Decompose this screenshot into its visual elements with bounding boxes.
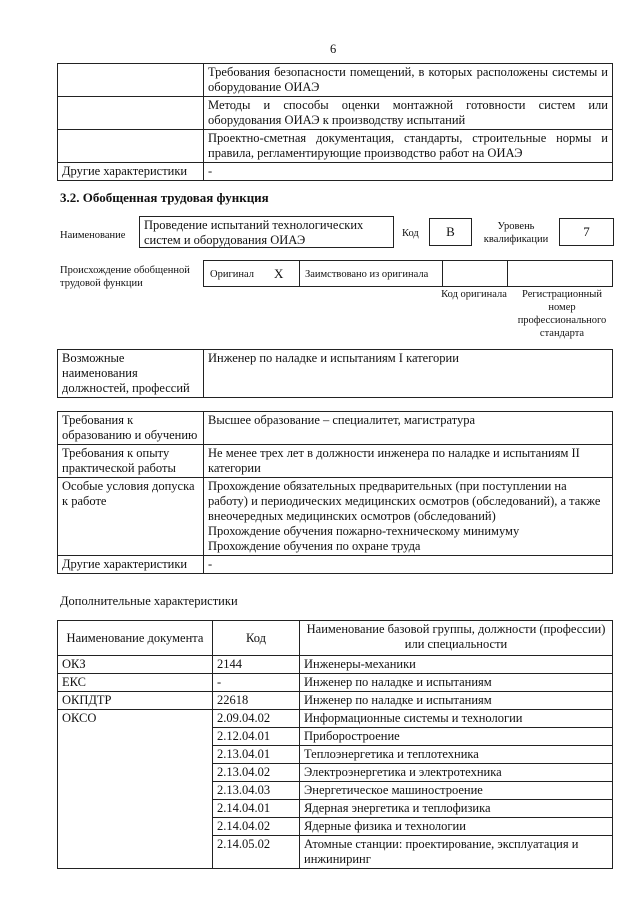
name-cell: Инженер по наладке и испытаниям <box>300 674 613 692</box>
table-row <box>58 97 613 130</box>
divider <box>442 261 443 286</box>
table-row <box>58 710 613 728</box>
doc-cell: ОКСО <box>58 710 213 869</box>
code-cell: 2.13.04.03 <box>213 782 300 800</box>
level-label: Уровень квалификации <box>483 221 549 245</box>
reg-caption: Регистрационный номер профессионального стандарта <box>517 289 607 339</box>
knowledge-table <box>57 63 613 181</box>
divider <box>507 261 508 286</box>
name-cell: Электроэнергетика и электротехника <box>300 764 613 782</box>
code-cell: 2.13.04.02 <box>213 764 300 782</box>
name-cell: Ядерная энергетика и теплофизика <box>300 800 613 818</box>
level-value: 7 <box>559 218 614 246</box>
req-label: Другие характеристики <box>58 556 204 574</box>
req-label: Особые условия допуска к работе <box>58 478 204 556</box>
table-row <box>58 656 613 674</box>
code-cell: 2.09.04.02 <box>213 710 300 728</box>
requirements-table <box>57 411 613 574</box>
origin-box <box>203 260 613 287</box>
table-row <box>58 556 613 574</box>
positions-value: Инженер по наладке и испытаниям I категории <box>204 350 613 398</box>
page-number: 6 <box>330 42 337 56</box>
original-mark: X <box>274 266 284 281</box>
name-label: Наименование <box>60 230 126 241</box>
table-row <box>58 163 613 181</box>
name-cell: Атомные станции: проектирование, эксплуатация и инжиниринг <box>300 836 613 869</box>
table-row <box>58 64 613 97</box>
table-row <box>58 674 613 692</box>
table-row <box>58 130 613 163</box>
code-cell: 2.14.04.01 <box>213 800 300 818</box>
table-header-row <box>58 621 613 656</box>
header-doc: Наименование документа <box>58 621 213 656</box>
section-title: 3.2. Обобщенная трудовая функция <box>60 190 269 205</box>
other-value: - <box>204 163 613 181</box>
code-cell: 2.12.04.01 <box>213 728 300 746</box>
positions-label: Возможные наименования должностей, профессий <box>58 350 204 398</box>
req-value: - <box>204 556 613 574</box>
code-cell: 2144 <box>213 656 300 674</box>
name-cell: Инженер по наладке и испытаниям <box>300 692 613 710</box>
req-label: Требования к опыту практической работы <box>58 445 204 478</box>
other-label: Другие характеристики <box>58 163 204 181</box>
divider <box>299 261 300 286</box>
code-caption: Код оригинала <box>441 289 507 300</box>
additional-title: Дополнительные характеристики <box>60 594 238 608</box>
table-cell: Проектно-сметная документация, стандарты, строительные нормы и правила, регламентирующие производство работ на ОИАЭ <box>204 130 613 163</box>
header-code: Код <box>213 621 300 656</box>
code-cell: 2.13.04.01 <box>213 746 300 764</box>
req-value: Не менее трех лет в должности инженера по наладке и испытаниям II категории <box>204 445 613 478</box>
doc-cell: ОКЗ <box>58 656 213 674</box>
doc-cell: ОКПДТР <box>58 692 213 710</box>
name-cell: Информационные системы и технологии <box>300 710 613 728</box>
borrowed-label: Заимствовано из оригинала <box>305 269 429 280</box>
req-value: Высшее образование – специалитет, магистратура <box>204 412 613 445</box>
table-cell: Требования безопасности помещений, в которых расположены системы и оборудование ОИАЭ <box>204 64 613 97</box>
code-cell: - <box>213 674 300 692</box>
additional-table <box>57 620 613 869</box>
name-cell: Теплоэнергетика и теплотехника <box>300 746 613 764</box>
name-cell: Инженеры-механики <box>300 656 613 674</box>
name-cell: Энергетическое машиностроение <box>300 782 613 800</box>
req-label: Требования к образованию и обучению <box>58 412 204 445</box>
table-cell: Методы и способы оценки монтажной готовности систем или оборудования ОИАЭ к производству испытаний <box>204 97 613 130</box>
doc-cell: ЕКС <box>58 674 213 692</box>
origin-label: Происхождение обобщенной трудовой функции <box>60 265 190 289</box>
table-row <box>58 445 613 478</box>
name-cell: Ядерные физика и технологии <box>300 818 613 836</box>
table-row <box>58 350 613 398</box>
code-cell: 2.14.05.02 <box>213 836 300 869</box>
code-label: Код <box>402 228 419 239</box>
table-row <box>58 478 613 556</box>
code-cell: 2.14.04.02 <box>213 818 300 836</box>
positions-table <box>57 349 613 398</box>
name-cell: Приборостроение <box>300 728 613 746</box>
name-value: Проведение испытаний технологических систем и оборудования ОИАЭ <box>139 216 394 248</box>
table-row <box>58 692 613 710</box>
original-label: Оригинал <box>210 269 254 280</box>
table-row <box>58 412 613 445</box>
code-cell: 22618 <box>213 692 300 710</box>
req-value: Прохождение обязательных предварительных (при поступлении на работу) и периодических медицинских осмотров (обследований), а также внеочередных медицинских осмотров (обследований) Прохождение обучения пожарно-техническому минимуму Прохождение обучения по охране труда <box>204 478 613 556</box>
code-value: В <box>429 218 472 246</box>
header-name: Наименование базовой группы, должности (профессии) или специальности <box>300 621 613 656</box>
